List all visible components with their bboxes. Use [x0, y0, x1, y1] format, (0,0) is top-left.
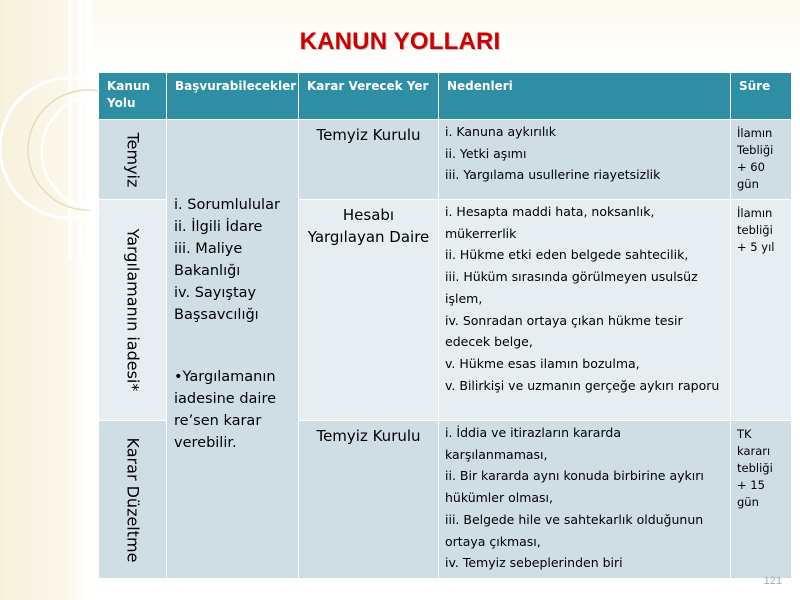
column-header: Başvurabilecekler [167, 73, 299, 120]
kanun-yolu-label: Temyiz [123, 132, 142, 187]
neden-item: ii. Bir kararda aynı konuda birbirine aykırı hükümler olması, [445, 468, 704, 506]
kanun-yolu-label: Karar Düzeltme [123, 437, 142, 562]
sure-cell: İlamın tebliği + 5 yıl [731, 200, 792, 421]
list-item: i. Sorumlulular [174, 197, 280, 213]
karar-yer-cell: Temyiz Kurulu [299, 120, 439, 200]
nedenler-cell [439, 200, 731, 421]
column-header: Nedenleri [439, 73, 731, 120]
kanun-yolu-cell [99, 421, 167, 579]
kanun-yolu-cell [99, 200, 167, 421]
page-number: 121 [763, 575, 782, 587]
neden-item: i. Hesapta maddi hata, noksanlık, mükerrerlik [445, 204, 655, 241]
basvurabilecekler-note: •Yargılamanın iadesine daire re’sen karar verebilir. [174, 369, 277, 451]
neden-item: ii. Hükme etki eden belgede sahtecilik, [445, 247, 689, 263]
neden-item: v. Hükme esas ilamın bozulma, [445, 355, 640, 371]
column-header: Kanun Yolu [99, 73, 167, 120]
table-row [99, 120, 792, 200]
neden-item: ii. Yetki aşımı [445, 145, 527, 161]
list-item: iv. Sayıştay Başsavcılığı [174, 285, 259, 323]
slide-title: KANUN YOLLARI [299, 28, 501, 55]
kanun-yolu-label: Yargılamanın iadesi* [123, 228, 142, 392]
nedenler-cell [439, 421, 731, 579]
neden-item: iii. Yargılama usullerine riayetsizlik [445, 167, 661, 183]
basvurabilecekler-list [174, 194, 293, 326]
kanun-yollari-table [98, 72, 792, 579]
nedenler-cell [439, 120, 731, 200]
neden-item: i. İddia ve itirazların kararda karşılanmaması, [445, 425, 621, 462]
neden-item: iii. Hüküm sırasında görülmeyen usulsüz işlem, [445, 269, 698, 306]
column-header: Karar Verecek Yer [299, 73, 439, 120]
list-item: iii. Maliye Bakanlığı [174, 241, 243, 279]
neden-item: i. Kanuna aykırılık [445, 124, 557, 139]
neden-item: iv. Temyiz sebeplerinden biri [445, 555, 623, 571]
karar-yer-cell: Hesabı Yargılayan Daire [299, 200, 439, 421]
neden-item: iv. Sonradan ortaya çıkan hükme tesir edecek belge, [445, 312, 683, 350]
sure-cell: İlamın Tebliği + 60 gün [731, 120, 792, 200]
neden-item: v. Bilirkişi ve uzmanın gerçeğe aykırı raporu [445, 377, 720, 393]
kanun-yolu-cell [99, 120, 167, 200]
list-item: ii. İlgili İdare [174, 219, 263, 235]
neden-item: iii. Belgede hile ve sahtekarlık olduğunun ortaya çıkması, [445, 511, 704, 549]
sure-cell: TK kararı tebliği + 15 gün [731, 421, 792, 579]
basvurabilecekler-cell [167, 120, 299, 579]
column-header: Süre [731, 73, 792, 120]
table-header-row [99, 73, 792, 120]
karar-yer-cell: Temyiz Kurulu [299, 421, 439, 579]
